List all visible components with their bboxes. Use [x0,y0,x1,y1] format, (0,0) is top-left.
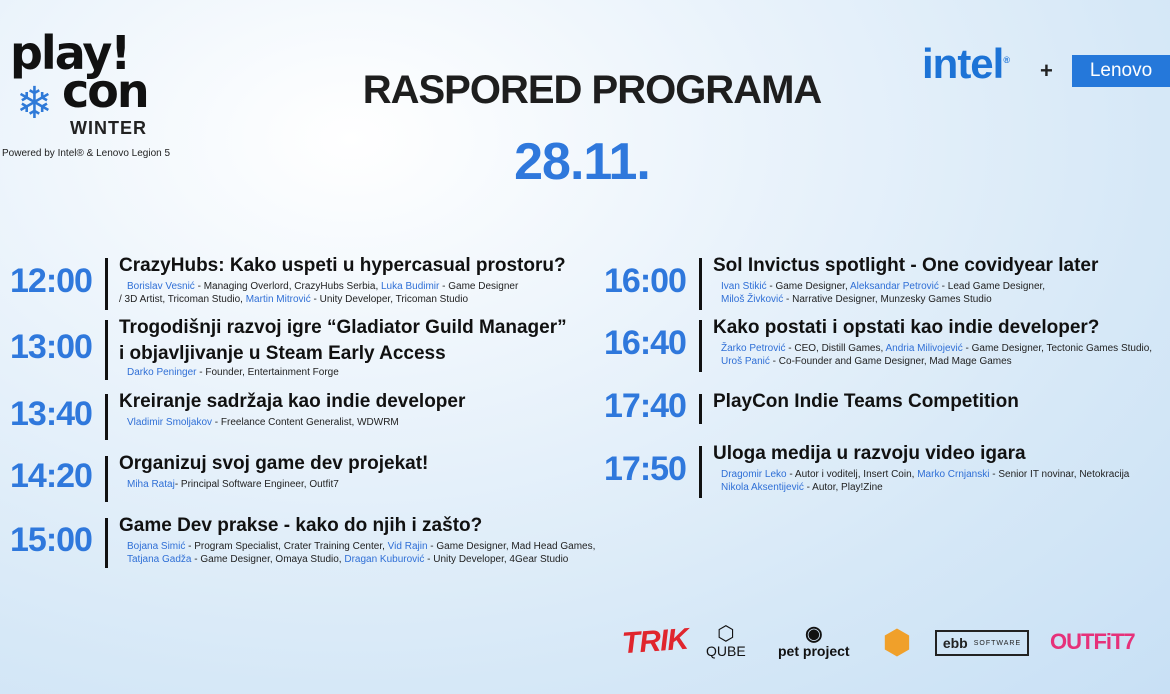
divider-bar [105,394,108,440]
speaker-name: Borislav Vesnić [127,281,195,292]
session-title: CrazyHubs: Kako uspeti u hypercasual prostoru? [119,255,566,276]
speakers-line [721,481,883,494]
speakers-line [721,280,1045,293]
speaker-name: Dragomir Leko [721,469,787,480]
intel-logo: intel® [922,40,1009,87]
logo-con-text: con [62,64,148,118]
speaker-name: Vid Rajin [387,541,428,552]
pet-project-text: pet project [778,643,850,659]
speaker-role: - Managing Overlord, CrazyHubs Serbia, [194,281,381,292]
speaker-role: - Game Designer, [766,281,850,292]
session-title: Kreiranje sadržaja kao indie developer [119,391,466,412]
plus-sign: + [1040,58,1053,83]
speaker-name: Žarko Petrović [721,343,786,354]
divider-bar [699,394,702,424]
session-title: Trogodišnji razvoj igre “Gladiator Guild Manager” [119,317,567,338]
speaker-role: - Founder, Entertainment Forge [196,367,339,378]
speaker-role: - Unity Developer, 4Gear Studio [424,554,569,565]
speaker-role: - Senior IT novinar, Netokracija [989,469,1130,480]
speaker-role: - Co-Founder and Game Designer, Mad Mage Games [769,356,1012,367]
speaker-name: Miha Rataj [127,479,175,490]
divider-bar [105,456,108,502]
outfit7-logo: OUTFiT7 [1050,629,1135,654]
speaker-role: - Lead Game Designer, [938,281,1046,292]
intel-logo-text: intel [922,40,1004,87]
speaker-name: Luka Budimir [381,281,440,292]
spiral-icon: ◉ [805,623,823,645]
session-title: Organizuj svoj game dev projekat! [119,453,429,474]
speaker-name: Vladimir Smoljakov [127,417,213,428]
page-title: RASPORED PROGRAMA [362,68,822,112]
speaker-role: - Unity Developer, Tricoman Studio [310,294,469,305]
session-time: 16:40 [604,324,686,362]
speaker-role: - Autor i voditelj, Insert Coin, [786,469,918,480]
pet-project-logo [778,622,850,662]
speakers-line [127,366,339,379]
speaker-role: - Program Specialist, Crater Training Center, [185,541,388,552]
session-title: Kako postati i opstati kao indie developer? [713,317,1100,338]
speakers-line [721,355,1012,368]
speaker-name: Andria Milivojević [885,343,963,354]
trik-logo: TRIK [620,622,690,661]
divider-bar [699,320,702,372]
speaker-name: Martin Mitrović [245,294,311,305]
speaker-name: Aleksandar Petrović [849,281,939,292]
powered-by-text: Powered by Intel® & Lenovo Legion 5 [2,148,171,159]
session-time: 12:00 [10,262,92,300]
speakers-line [721,293,992,306]
logo-winter-text: WINTER [70,118,147,138]
session-time: 17:50 [604,450,686,488]
speaker-name: Uroš Panić [721,356,770,367]
speaker-role: - CEO, Distill Games, [785,343,886,354]
logo-play-text: play! [10,26,130,80]
speaker-role: - Freelance Content Generalist, WDWRM [212,417,399,428]
speaker-name: Marko Crnjanski [917,469,990,480]
speakers-line [721,342,1152,355]
speakers-line [127,540,595,553]
session-time: 16:00 [604,262,686,300]
speakers-line [127,478,339,491]
speaker-role: / 3D Artist, Tricoman Studio, [119,294,246,305]
divider-bar [105,320,108,380]
ebb-text: ebb [942,635,968,651]
divider-bar [105,258,108,310]
speakers-line [127,553,568,566]
divider-bar [105,518,108,568]
ebb-software-logo [935,630,1029,656]
shield-p-logo: ⬢ [883,624,911,660]
qube-logo-text: QUBE [706,643,746,659]
session-title: PlayCon Indie Teams Competition [713,391,1019,412]
cube-icon: ⬡ [717,623,735,645]
speaker-role: - Game Designer, Mad Head Games, [427,541,596,552]
ebb-software-text: SOFTWARE [973,639,1022,647]
session-title-line2: i objavljivanje u Steam Early Access [119,343,446,364]
qube-logo [706,622,746,662]
divider-bar [699,446,702,498]
speaker-role: - Game Designer, Omaya Studio, [191,554,345,565]
speakers-line [119,293,468,306]
speaker-name: Dragan Kuburović [344,554,425,565]
speaker-name: Tatjana Gadža [127,554,192,565]
event-date: 28.11. [514,133,650,191]
session-title: Game Dev prakse - kako do njih i zašto? [119,515,483,536]
divider-bar [699,258,702,310]
speakers-line [721,468,1129,481]
session-time: 15:00 [10,521,92,559]
speakers-line [127,280,518,293]
speaker-role: - Narrative Designer, Munzesky Games Studio [783,294,992,305]
session-title: Uloga medija u razvoju video igara [713,443,1026,464]
speaker-name: Bojana Simić [127,541,186,552]
speaker-name: Miloš Živković [721,294,784,305]
speaker-role: - Game Designer, Tectonic Games Studio, [962,343,1153,354]
session-time: 14:20 [10,457,92,495]
speaker-role: - Autor, Play!Zine [803,482,883,493]
session-title: Sol Invictus spotlight - One covidyear later [713,255,1099,276]
speaker-role: - Game Designer [439,281,519,292]
speakers-line [127,416,399,429]
speaker-name: Ivan Stikić [721,281,767,292]
speaker-role: - Principal Software Engineer, Outfit7 [174,479,339,490]
snowflake-icon: ❄ [16,79,53,128]
session-time: 13:00 [10,328,92,366]
session-time: 13:40 [10,395,92,433]
lenovo-logo: Lenovo [1072,55,1170,87]
session-time: 17:40 [604,387,686,425]
speaker-name: Nikola Aksentijević [721,482,804,493]
speaker-name: Darko Peninger [127,367,197,378]
